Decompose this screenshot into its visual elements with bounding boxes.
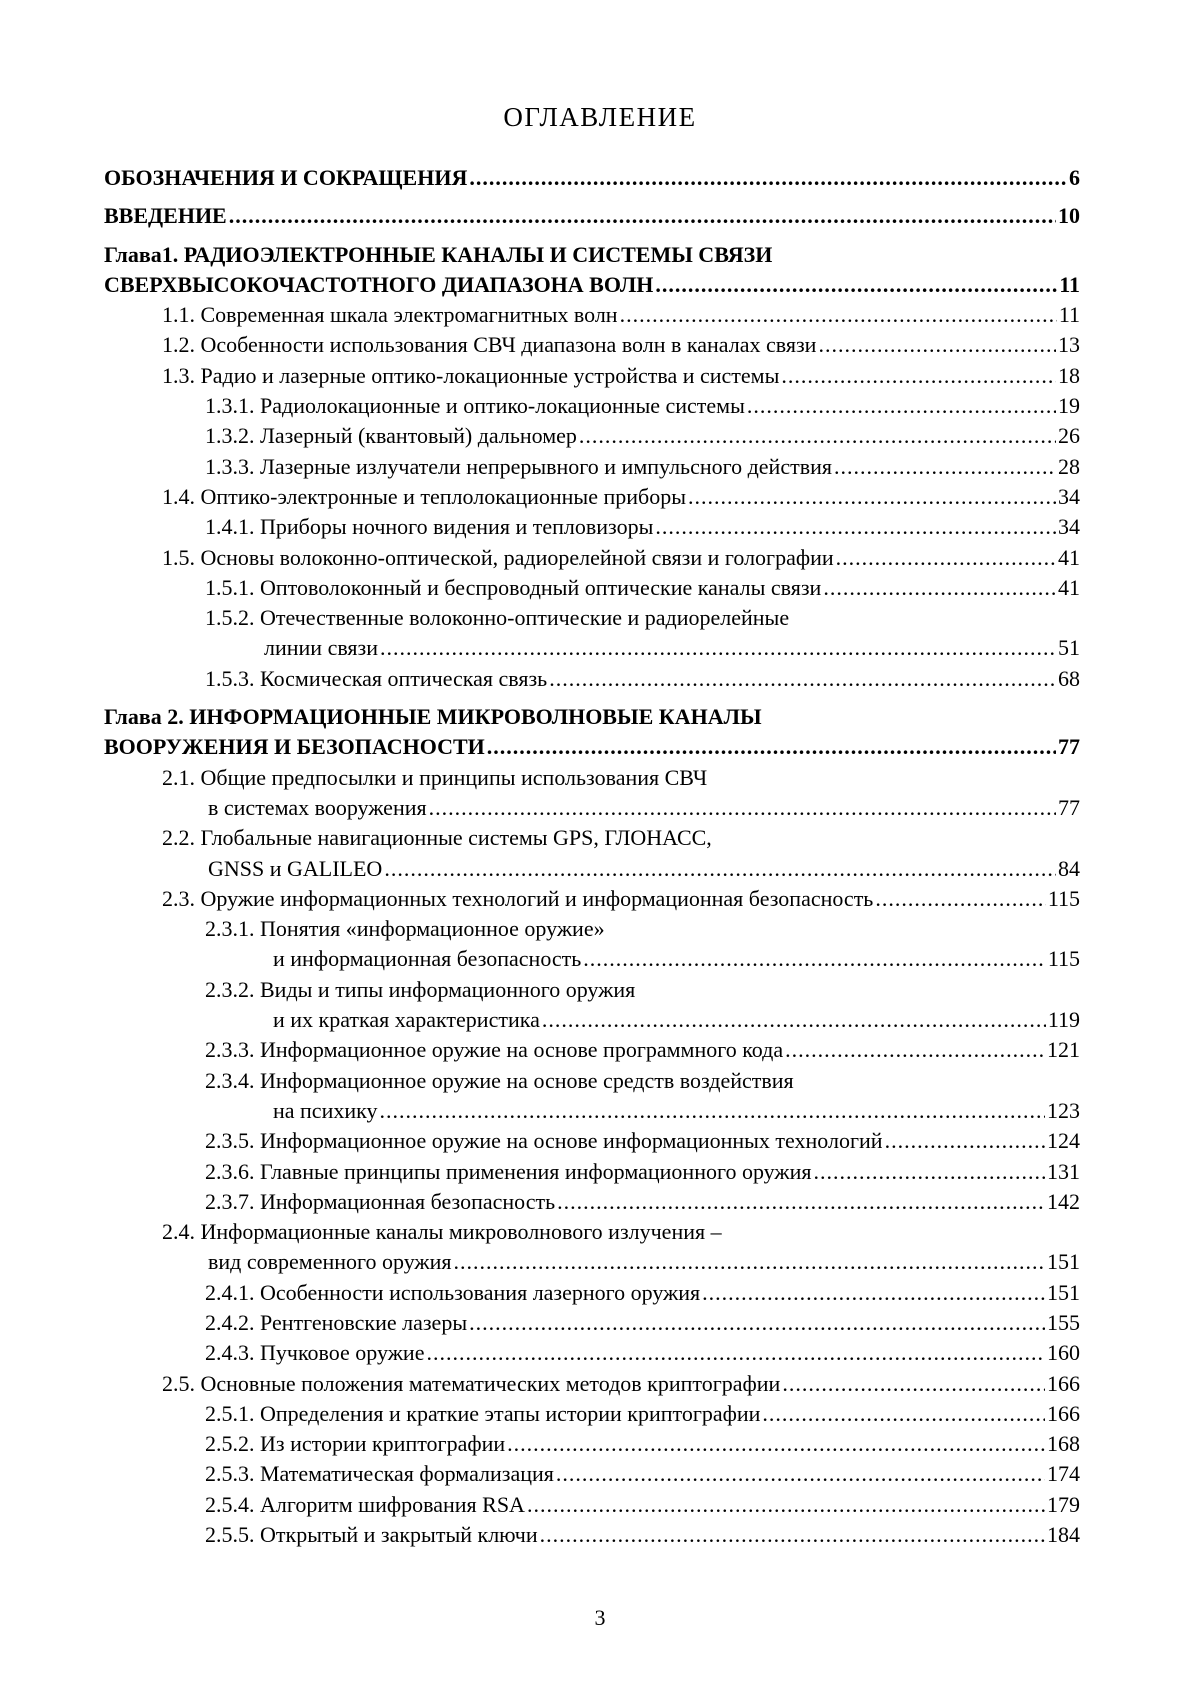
toc-entry-page: 26 [1058, 423, 1080, 449]
toc-entry-page: 11 [1059, 271, 1080, 297]
toc-entry [104, 793, 1080, 823]
toc-entry-page: 123 [1047, 1097, 1080, 1123]
toc-entry-title: 2.4.3. Пучковое оружие [205, 1340, 425, 1366]
toc-entry-title: ВВЕДЕНИЕ [104, 203, 227, 229]
toc-entry-title: 2.3.2. Виды и типы информационного оружия [205, 976, 636, 1002]
toc-entry-page: 68 [1058, 665, 1080, 691]
toc-entry-first-line [104, 603, 1080, 633]
toc-entry-title: 1.2. Особенности использования СВЧ диапазона волн в каналах связи [162, 332, 817, 358]
toc-entry [104, 391, 1080, 421]
toc-entry-title: 2.4.1. Особенности использования лазерного оружия [205, 1279, 701, 1305]
toc-leader-dots [834, 452, 1056, 482]
toc-leader-dots [380, 633, 1056, 663]
toc-entry-page: 13 [1058, 332, 1080, 358]
toc-entry [104, 732, 1080, 762]
toc-entry [104, 1157, 1080, 1187]
toc-entry-title: 2.5.1. Определения и краткие этапы истории криптографии [205, 1400, 761, 1426]
toc-leader-dots [527, 1490, 1045, 1520]
toc-entry-title: ВООРУЖЕНИЯ И БЕЗОПАСНОСТИ [104, 734, 485, 760]
toc-entry-title: 1.4. Оптико-электронные и теплолокационные приборы [162, 483, 686, 509]
toc-entry-title: 1.3.3. Лазерные излучатели непрерывного и импульсного действия [205, 453, 832, 479]
toc-leader-dots [542, 1005, 1046, 1035]
toc-leader-dots [426, 1338, 1045, 1368]
toc-entry-page: 41 [1058, 574, 1080, 600]
toc-entry-page: 151 [1047, 1249, 1080, 1275]
toc-entry-title: 1.3. Радио и лазерные оптико-локационные устройства и системы [162, 362, 780, 388]
toc-entry [104, 201, 1080, 231]
toc-leader-dots [782, 1369, 1045, 1399]
toc-leader-dots [655, 512, 1056, 542]
toc-entry [104, 1005, 1080, 1035]
toc-entry-page: 142 [1047, 1188, 1080, 1214]
toc-entry [104, 1459, 1080, 1489]
page-title: ОГЛАВЛЕНИЕ [503, 102, 697, 132]
toc-leader-dots [557, 1187, 1045, 1217]
toc-entry-page: 51 [1058, 635, 1080, 661]
toc-entry [104, 482, 1080, 512]
toc-entry [104, 270, 1080, 300]
toc-entry-page: 151 [1047, 1279, 1080, 1305]
toc-entry-title: 1.5.3. Космическая оптическая связь [205, 665, 548, 691]
toc-leader-dots [747, 391, 1056, 421]
toc-entry-title: 2.3.6. Главные принципы применения информационного оружия [205, 1158, 812, 1184]
toc-leader-dots [785, 1035, 1045, 1065]
toc-leader-dots [549, 664, 1056, 694]
toc-entry [104, 1399, 1080, 1429]
toc-entry [104, 300, 1080, 330]
table-of-contents [104, 163, 1080, 1550]
toc-entry-title: 2.5.5. Открытый и закрытый ключи [205, 1522, 538, 1548]
toc-leader-dots [885, 1126, 1045, 1156]
toc-entry-page: 77 [1058, 734, 1080, 760]
toc-entry-title: ОБОЗНАЧЕНИЯ И СОКРАЩЕНИЯ [104, 165, 468, 190]
toc-chapter-title [104, 240, 1080, 270]
toc-entry [104, 1187, 1080, 1217]
toc-leader-dots [813, 1157, 1045, 1187]
toc-entry-title: 2.1. Общие предпосылки и принципы использования СВЧ [162, 764, 708, 790]
toc-entry-title: 2.2. Глобальные навигационные системы GPS, ГЛОНАСС, [162, 825, 712, 851]
toc-leader-dots [762, 1399, 1045, 1429]
toc-leader-dots [429, 793, 1056, 823]
toc-entry [104, 1278, 1080, 1308]
toc-entry [104, 452, 1080, 482]
toc-leader-dots [655, 270, 1057, 300]
toc-leader-dots [823, 573, 1056, 603]
toc-entry [104, 421, 1080, 451]
toc-leader-dots [579, 421, 1056, 451]
toc-entry-page: 160 [1047, 1340, 1080, 1366]
toc-entry-page: 174 [1047, 1461, 1080, 1487]
toc-entry [104, 884, 1080, 914]
toc-entry-title: 2.4.2. Рентгеновские лазеры [205, 1309, 468, 1335]
toc-entry [104, 1035, 1080, 1065]
toc-entry-title: 1.4.1. Приборы ночного видения и тепловизоры [205, 514, 654, 540]
toc-entry-page: 6 [1069, 165, 1080, 190]
toc-entry [104, 573, 1080, 603]
toc-entry-title: и их краткая характеристика [273, 1007, 540, 1033]
toc-entry-title: 2.3. Оружие информационных технологий и информационная безопасность [162, 885, 874, 911]
toc-entry [104, 664, 1080, 694]
toc-leader-dots [540, 1520, 1045, 1550]
toc-entry-title: Глава1. РАДИОЭЛЕКТРОННЫЕ КАНАЛЫ И СИСТЕМЫ СВЯЗИ [104, 241, 773, 267]
toc-leader-dots [836, 543, 1056, 573]
toc-entry-title: 2.3.3. Информационное оружие на основе программного кода [205, 1037, 784, 1063]
toc-entry [104, 1096, 1080, 1126]
toc-entry [104, 1520, 1080, 1550]
toc-entry-page: 11 [1058, 302, 1080, 328]
toc-leader-dots [469, 1308, 1045, 1338]
toc-entry-page: 19 [1058, 393, 1080, 419]
toc-entry-page: 124 [1047, 1128, 1080, 1154]
toc-chapter-title [104, 702, 1080, 732]
toc-leader-dots [380, 1096, 1046, 1126]
toc-entry-first-line [104, 1217, 1080, 1247]
toc-entry-title: линии связи [264, 635, 379, 661]
toc-entry-title: 2.3.1. Понятия «информационное оружие» [205, 916, 605, 942]
toc-entry-page: 41 [1058, 544, 1080, 570]
toc-entry-page: 28 [1058, 453, 1080, 479]
toc-leader-dots [556, 1459, 1045, 1489]
toc-entry-title: 2.5.4. Алгоритм шифрования RSA [205, 1491, 525, 1517]
toc-entry [104, 1490, 1080, 1520]
toc-entry-title: GNSS и GALILEO [208, 855, 383, 881]
toc-leader-dots [454, 1247, 1046, 1277]
toc-entry-page: 34 [1058, 483, 1080, 509]
toc-entry [104, 1308, 1080, 1338]
toc-entry-page: 115 [1047, 946, 1080, 972]
toc-entry-first-line [104, 914, 1080, 944]
toc-entry-title: 2.4. Информационные каналы микроволнового излучения – [162, 1219, 722, 1245]
toc-entry-page: 77 [1058, 794, 1080, 820]
toc-leader-dots [781, 361, 1056, 391]
toc-entry [104, 854, 1080, 884]
toc-entry [104, 163, 1080, 193]
toc-entry [104, 1338, 1080, 1368]
toc-entry-page: 166 [1047, 1370, 1080, 1396]
toc-entry-page: 179 [1047, 1491, 1080, 1517]
toc-entry [104, 1429, 1080, 1459]
toc-leader-dots [818, 330, 1056, 360]
toc-entry-first-line [104, 975, 1080, 1005]
toc-entry [104, 543, 1080, 573]
toc-entry-page: 166 [1047, 1400, 1080, 1426]
toc-entry-page: 119 [1047, 1007, 1080, 1033]
toc-entry-title: Глава 2. ИНФОРМАЦИОННЫЕ МИКРОВОЛНОВЫЕ КАНАЛЫ [104, 704, 762, 730]
toc-leader-dots [469, 163, 1067, 193]
toc-entry-title: 1.5.2. Отечественные волоконно-оптические и радиорелейные [205, 605, 790, 631]
toc-leader-dots [702, 1278, 1045, 1308]
toc-entry-page: 84 [1058, 855, 1080, 881]
page-number: 3 [594, 1605, 606, 1630]
toc-entry-title: 2.3.5. Информационное оружие на основе информационных технологий [205, 1128, 883, 1154]
toc-entry-first-line [104, 1066, 1080, 1096]
toc-leader-dots [384, 854, 1056, 884]
toc-entry-title: 1.5.1. Оптоволоконный и беспроводный оптические каналы связи [205, 574, 822, 600]
toc-entry [104, 512, 1080, 542]
toc-entry-page: 184 [1047, 1522, 1080, 1548]
toc-entry-page: 168 [1047, 1431, 1080, 1457]
toc-entry [104, 330, 1080, 360]
toc-leader-dots [487, 732, 1056, 762]
toc-entry-page: 155 [1047, 1309, 1080, 1335]
toc-leader-dots [229, 201, 1056, 231]
toc-entry-title: 2.3.7. Информационная безопасность [205, 1188, 556, 1214]
toc-leader-dots [507, 1429, 1045, 1459]
toc-entry-title: на психику [273, 1097, 378, 1123]
toc-entry [104, 1126, 1080, 1156]
toc-entry-title: 1.5. Основы волоконно-оптической, радиорелейной связи и голографии [162, 544, 834, 570]
toc-entry-page: 131 [1047, 1158, 1080, 1184]
toc-leader-dots [620, 300, 1057, 330]
toc-entry-title: 2.5. Основные положения математических методов криптографии [162, 1370, 781, 1396]
toc-entry-page: 34 [1058, 514, 1080, 540]
toc-entry-title: и информационная безопасность [273, 946, 582, 972]
toc-entry-title: 2.5.2. Из истории криптографии [205, 1431, 506, 1457]
toc-entry [104, 633, 1080, 663]
toc-leader-dots [875, 884, 1045, 914]
toc-entry [104, 1247, 1080, 1277]
toc-entry-title: 2.5.3. Математическая формализация [205, 1461, 554, 1487]
toc-entry-title: 2.3.4. Информационное оружие на основе средств воздействия [205, 1067, 794, 1093]
toc-entry [104, 361, 1080, 391]
toc-entry-title: 1.1. Современная шкала электромагнитных волн [162, 302, 618, 328]
toc-entry-title: 1.3.2. Лазерный (квантовый) дальномер [205, 423, 577, 449]
toc-entry-page: 121 [1047, 1037, 1080, 1063]
toc-entry [104, 944, 1080, 974]
toc-entry-page: 10 [1058, 203, 1080, 229]
toc-entry-title: вид современного оружия [208, 1249, 452, 1275]
toc-entry-title: 1.3.1. Радиолокационные и оптико-локационные системы [205, 393, 745, 419]
toc-entry-page: 115 [1047, 885, 1080, 911]
toc-entry [104, 1369, 1080, 1399]
toc-entry-first-line [104, 823, 1080, 853]
toc-leader-dots [688, 482, 1056, 512]
toc-entry-title: СВЕРХВЫСОКОЧАСТОТНОГО ДИАПАЗОНА ВОЛН [104, 271, 654, 297]
toc-entry-page: 18 [1058, 362, 1080, 388]
toc-leader-dots [583, 944, 1046, 974]
toc-entry-title: в системах вооружения [208, 794, 427, 820]
toc-entry-first-line [104, 763, 1080, 793]
